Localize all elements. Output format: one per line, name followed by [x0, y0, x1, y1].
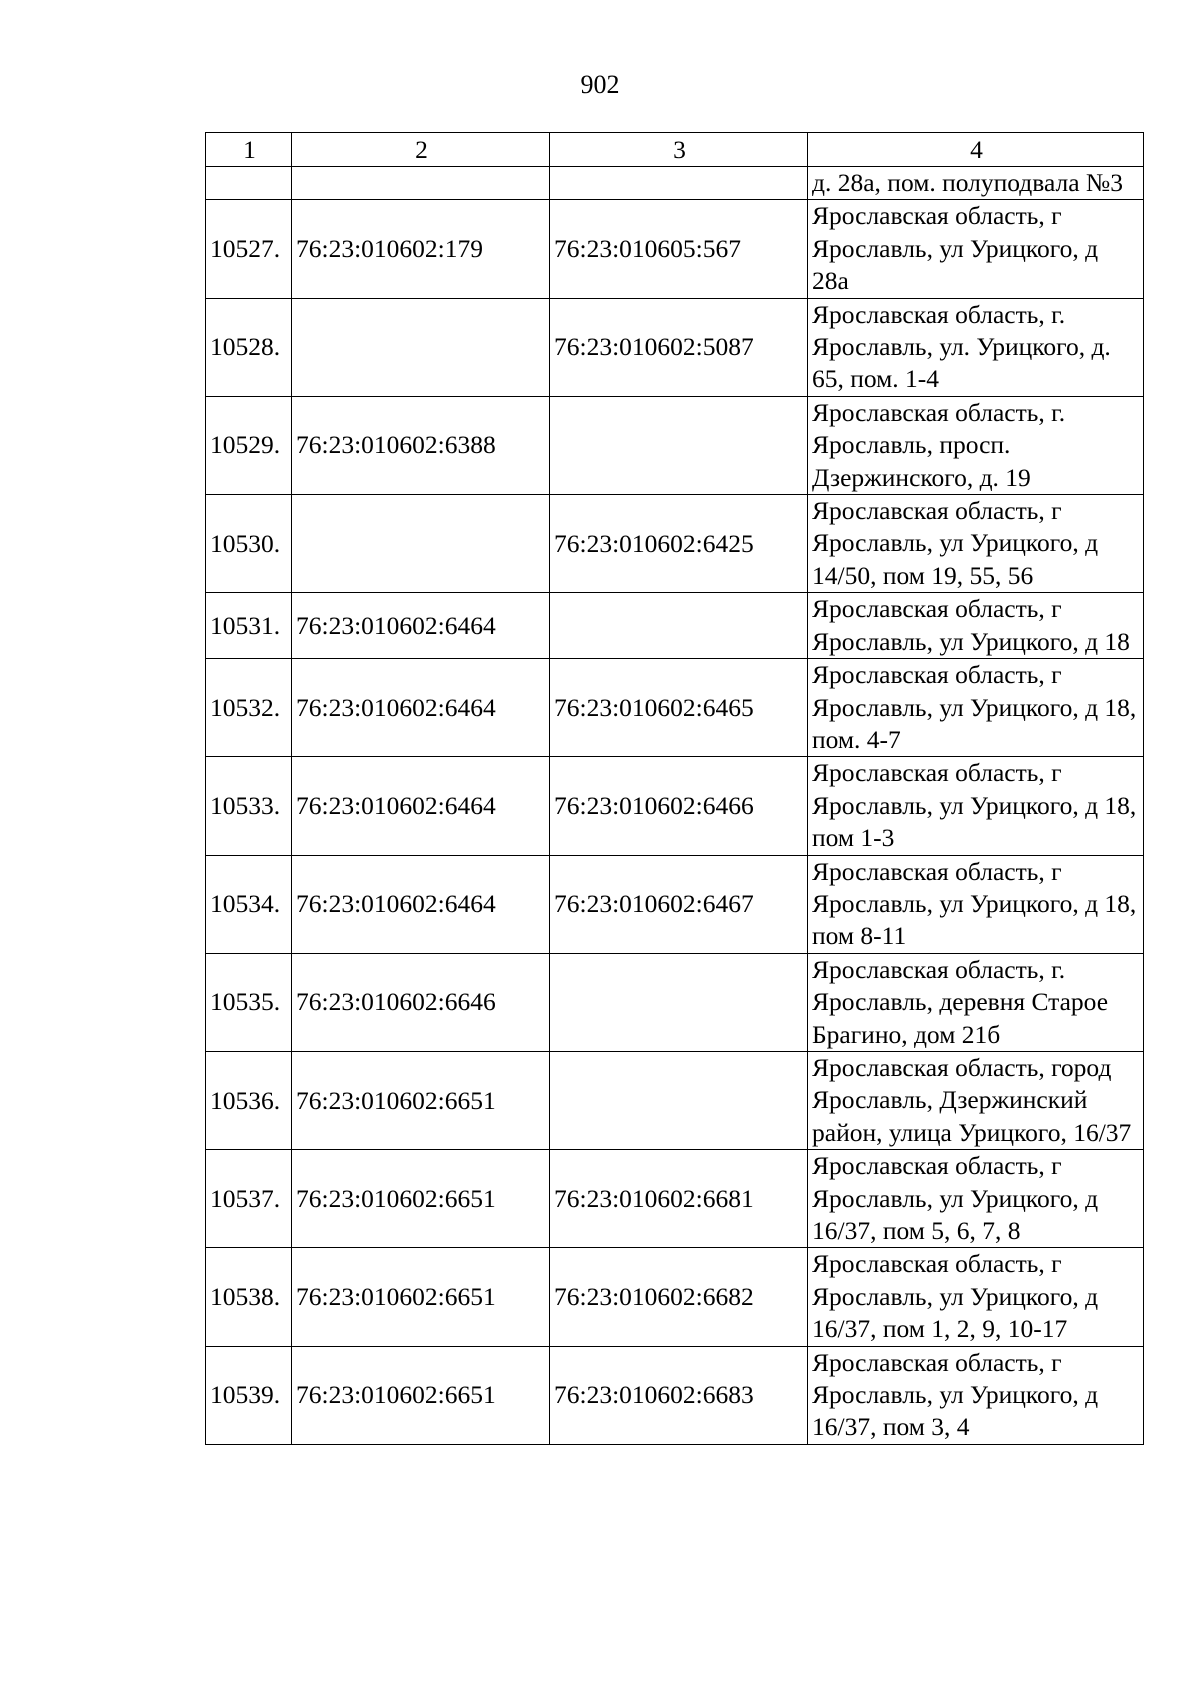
row-number-cell: 10531.: [206, 593, 292, 659]
column-header-1: 1: [206, 133, 292, 167]
object-cadastral-number-cell: 76:23:010602:6465: [550, 659, 808, 757]
table-row: [206, 1248, 1144, 1346]
table-row: [206, 1051, 1144, 1149]
page-number: 902: [580, 70, 620, 99]
cadastral-number-cell: 76:23:010602:6651: [292, 1346, 550, 1444]
cadastral-number-cell: 76:23:010602:6388: [292, 396, 550, 494]
address-cell: Ярославская область, г. Ярославль, просп. Дзержинского, д. 19: [808, 396, 1144, 494]
address-cell: Ярославская область, г Ярославль, ул Урицкого, д 16/37, пом 3, 4: [808, 1346, 1144, 1444]
table-header-row: [206, 133, 1144, 167]
address-cell: Ярославская область, г Ярославль, ул Урицкого, д 14/50, пом 19, 55, 56: [808, 495, 1144, 593]
table-row: [206, 659, 1144, 757]
cadastral-number-cell: 76:23:010602:6651: [292, 1150, 550, 1248]
table-row: [206, 396, 1144, 494]
address-cell: Ярославская область, г. Ярославль, ул. Урицкого, д. 65, пом. 1-4: [808, 298, 1144, 396]
cadastral-number-cell: 76:23:010602:6651: [292, 1051, 550, 1149]
cadastral-number-cell: 76:23:010602:6464: [292, 659, 550, 757]
table-row: [206, 200, 1144, 298]
cadastral-number-cell: 76:23:010602:6464: [292, 593, 550, 659]
object-cadastral-number-cell: [550, 396, 808, 494]
object-cadastral-number-cell: 76:23:010602:6467: [550, 855, 808, 953]
row-number-cell: 10539.: [206, 1346, 292, 1444]
object-cadastral-number-cell: 76:23:010602:6425: [550, 495, 808, 593]
table-row: [206, 298, 1144, 396]
column-header-2: 2: [292, 133, 550, 167]
table-row: [206, 167, 1144, 200]
row-number-cell: 10528.: [206, 298, 292, 396]
object-cadastral-number-cell: [550, 593, 808, 659]
cadastral-number-cell: 76:23:010602:6464: [292, 757, 550, 855]
address-cell: Ярославская область, г Ярославль, ул Урицкого, д 16/37, пом 5, 6, 7, 8: [808, 1150, 1144, 1248]
column-header-4: 4: [808, 133, 1144, 167]
table-row: [206, 757, 1144, 855]
object-cadastral-number-cell: 76:23:010602:5087: [550, 298, 808, 396]
object-cadastral-number-cell: 76:23:010602:6466: [550, 757, 808, 855]
cadastral-number-cell: [292, 495, 550, 593]
row-number-cell: 10533.: [206, 757, 292, 855]
table-row: [206, 495, 1144, 593]
cadastral-number-cell: 76:23:010602:6464: [292, 855, 550, 953]
object-cadastral-number-cell: [550, 953, 808, 1051]
object-cadastral-number-cell: 76:23:010602:6683: [550, 1346, 808, 1444]
object-cadastral-number-cell: [550, 1051, 808, 1149]
table-row: [206, 953, 1144, 1051]
cadastral-number-cell: 76:23:010602:6646: [292, 953, 550, 1051]
object-cadastral-number-cell: 76:23:010602:6682: [550, 1248, 808, 1346]
table-row: [206, 855, 1144, 953]
row-number-cell: 10529.: [206, 396, 292, 494]
cadastral-number-cell: [292, 298, 550, 396]
row-number-cell: 10535.: [206, 953, 292, 1051]
row-number-cell: 10536.: [206, 1051, 292, 1149]
row-number-cell: 10534.: [206, 855, 292, 953]
row-number-cell: 10537.: [206, 1150, 292, 1248]
address-cell: Ярославская область, г Ярославль, ул Урицкого, д 18, пом 8-11: [808, 855, 1144, 953]
column-header-3: 3: [550, 133, 808, 167]
cadastral-number-cell: 76:23:010602:179: [292, 200, 550, 298]
cadastral-number-cell: [292, 167, 550, 200]
object-cadastral-number-cell: [550, 167, 808, 200]
address-cell: Ярославская область, г Ярославль, ул Урицкого, д 18, пом 1-3: [808, 757, 1144, 855]
table-row: [206, 1346, 1144, 1444]
row-number-cell: 10527.: [206, 200, 292, 298]
address-cell: д. 28а, пом. полуподвала №3: [808, 167, 1144, 200]
address-cell: Ярославская область, город Ярославль, Дзержинский район, улица Урицкого, 16/37: [808, 1051, 1144, 1149]
row-number-cell: 10538.: [206, 1248, 292, 1346]
address-cell: Ярославская область, г Ярославль, ул Урицкого, д 28а: [808, 200, 1144, 298]
object-cadastral-number-cell: 76:23:010602:6681: [550, 1150, 808, 1248]
row-number-cell: [206, 167, 292, 200]
address-cell: Ярославская область, г Ярославль, ул Урицкого, д 18, пом. 4-7: [808, 659, 1144, 757]
registry-table: [205, 132, 1144, 1445]
address-cell: Ярославская область, г. Ярославль, деревня Старое Брагино, дом 21б: [808, 953, 1144, 1051]
address-cell: Ярославская область, г Ярославль, ул Урицкого, д 18: [808, 593, 1144, 659]
cadastral-number-cell: 76:23:010602:6651: [292, 1248, 550, 1346]
address-cell: Ярославская область, г Ярославль, ул Урицкого, д 16/37, пом 1, 2, 9, 10-17: [808, 1248, 1144, 1346]
table-row: [206, 593, 1144, 659]
object-cadastral-number-cell: 76:23:010605:567: [550, 200, 808, 298]
row-number-cell: 10532.: [206, 659, 292, 757]
table-body: [206, 167, 1144, 1445]
table-row: [206, 1150, 1144, 1248]
row-number-cell: 10530.: [206, 495, 292, 593]
